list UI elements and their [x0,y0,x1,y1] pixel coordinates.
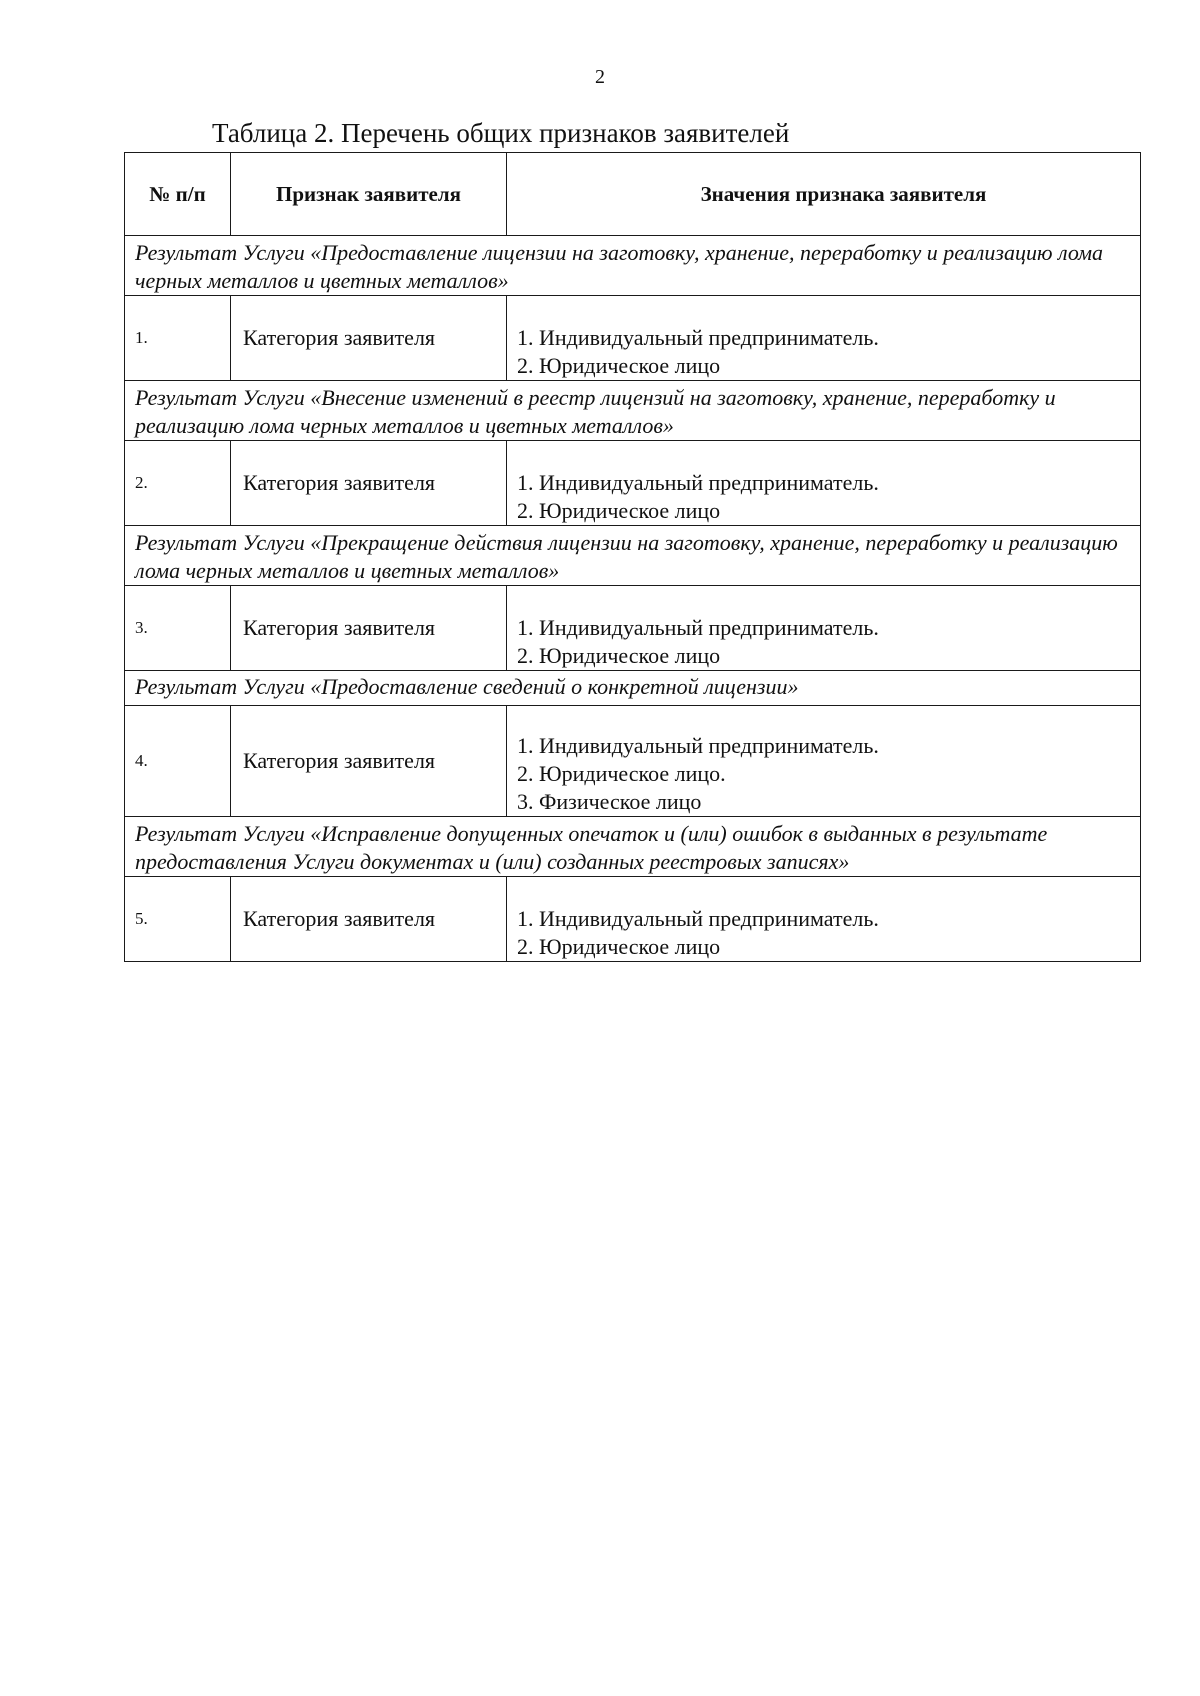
row-attribute: Категория заявителя [231,441,507,526]
row-number: 1. [125,296,231,381]
header-values: Значения признака заявителя [507,153,1141,236]
row-value: 1. Индивидуальный предприниматель. [517,325,879,350]
row-attribute: Категория заявителя [231,877,507,962]
row-attribute: Категория заявителя [231,296,507,381]
table-row [125,877,1141,962]
row-value: 2. Юридическое лицо [517,934,721,959]
row-number: 3. [125,586,231,671]
table-header-row [125,153,1141,236]
section-title-row [125,671,1141,706]
row-values [507,586,1141,671]
row-values [507,706,1141,817]
table-row [125,586,1141,671]
section-title-row [125,526,1141,586]
row-values [507,441,1141,526]
section-title-row [125,817,1141,877]
applicant-attributes-table [124,152,1141,962]
table-row [125,441,1141,526]
row-value: 2. Юридическое лицо. [517,761,726,786]
section-title-row [125,381,1141,441]
row-value: 2. Юридическое лицо [517,498,721,523]
table-row [125,706,1141,817]
row-number: 4. [125,706,231,817]
page-number: 2 [595,66,605,88]
header-attribute: Признак заявителя [231,153,507,236]
section-title: Результат Услуги «Предоставление сведений о конкретной лицензии» [125,671,1141,706]
row-value: 2. Юридическое лицо [517,643,721,668]
table-row [125,296,1141,381]
section-title-row [125,236,1141,296]
section-title: Результат Услуги «Прекращение действия лицензии на заготовку, хранение, переработку и реализацию лома черных металлов и цветных металлов» [125,526,1141,586]
row-value: 1. Индивидуальный предприниматель. [517,615,879,640]
row-value: 1. Индивидуальный предприниматель. [517,733,879,758]
header-num: № п/п [125,153,231,236]
table-caption: Таблица 2. Перечень общих признаков заявителей [212,118,790,148]
row-attribute: Категория заявителя [231,706,507,817]
row-values [507,296,1141,381]
section-title: Результат Услуги «Предоставление лицензии на заготовку, хранение, переработку и реализацию лома черных металлов и цветных металлов» [125,236,1141,296]
row-number: 5. [125,877,231,962]
row-attribute: Категория заявителя [231,586,507,671]
row-value: 1. Индивидуальный предприниматель. [517,470,879,495]
row-values [507,877,1141,962]
row-value: 1. Индивидуальный предприниматель. [517,906,879,931]
row-value: 2. Юридическое лицо [517,353,721,378]
row-value: 3. Физическое лицо [517,789,702,814]
section-title: Результат Услуги «Внесение изменений в реестр лицензий на заготовку, хранение, переработку и реализацию лома черных металлов и цветных металлов» [125,381,1141,441]
row-number: 2. [125,441,231,526]
section-title: Результат Услуги «Исправление допущенных опечаток и (или) ошибок в выданных в результате предоставления Услуги документах и (или) созданных реестровых записях» [125,817,1141,877]
